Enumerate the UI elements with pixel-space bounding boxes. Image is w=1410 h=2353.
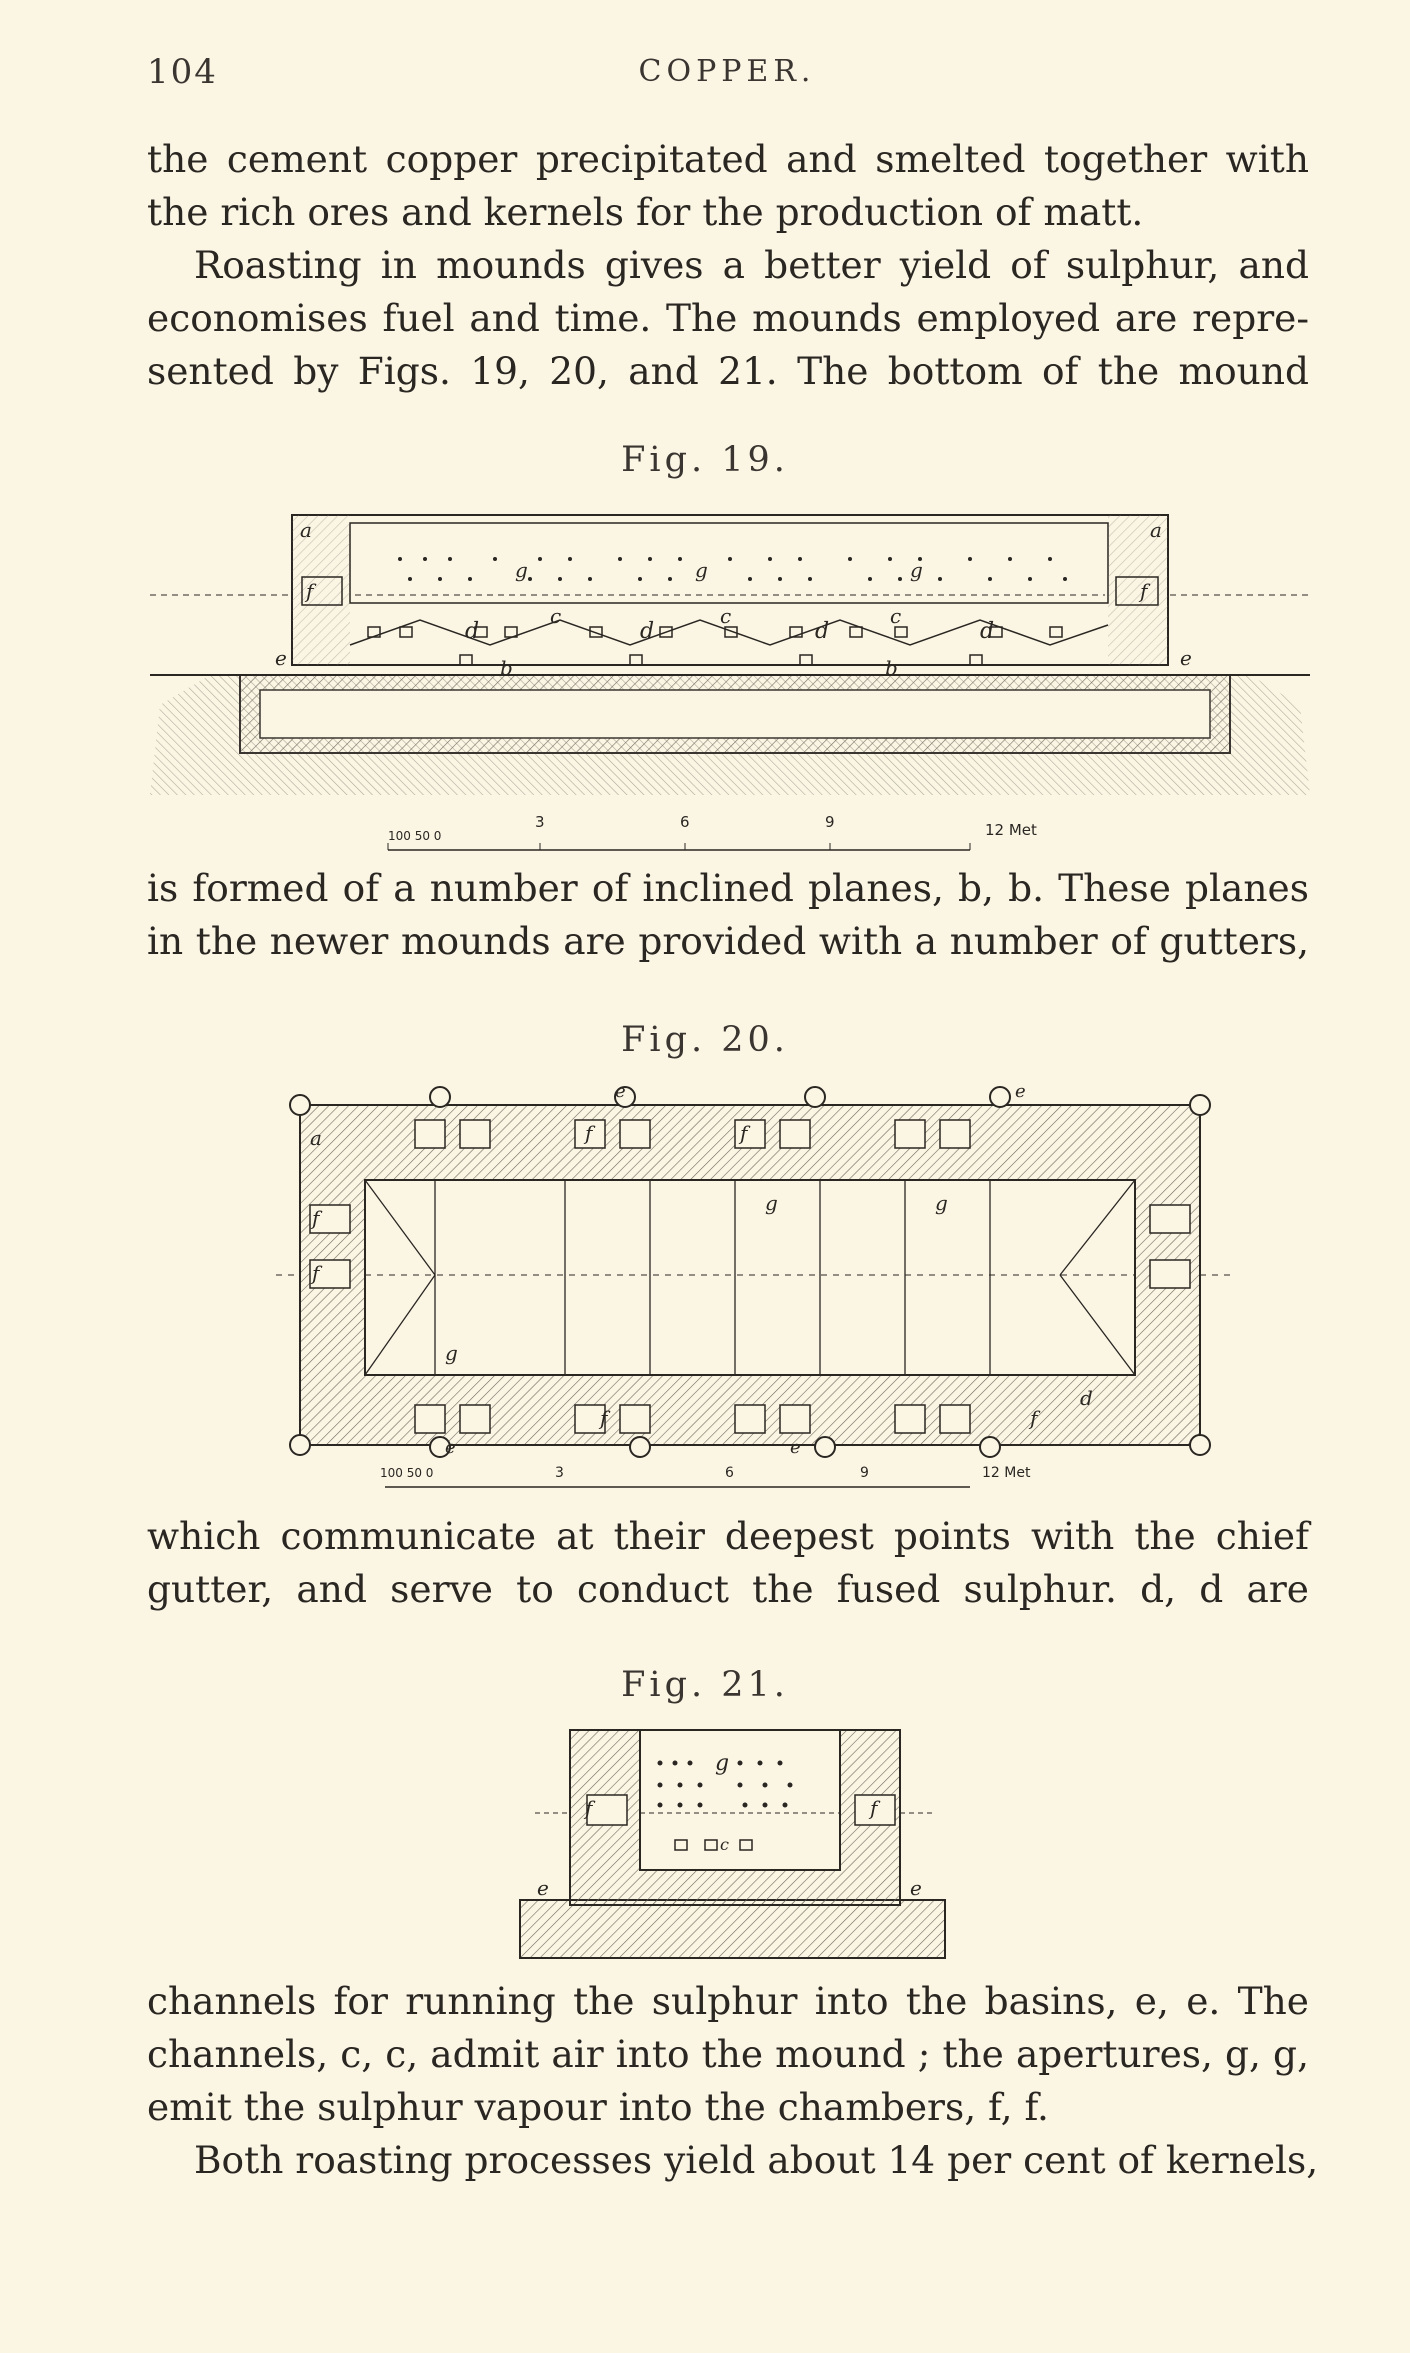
figure-19 bbox=[150, 505, 1310, 865]
label-g-3: g bbox=[910, 558, 923, 582]
label-g-1: g bbox=[765, 1191, 778, 1215]
scale-end: 12 Met bbox=[985, 821, 1037, 839]
label-e-2: e bbox=[1015, 1081, 1026, 1102]
label-d-2: d bbox=[640, 619, 655, 644]
figure-20 bbox=[270, 1075, 1230, 1495]
scale-6: 6 bbox=[725, 1465, 734, 1481]
inner-chamber bbox=[365, 1180, 1135, 1375]
label-d-1: d bbox=[465, 619, 480, 644]
ore-dots bbox=[398, 557, 1067, 581]
figure-21 bbox=[515, 1725, 955, 1965]
text-line: emit the sulphur vapour into the chambers, f, f. bbox=[147, 2085, 1049, 2129]
label-c-2: c bbox=[720, 604, 732, 628]
scale-9: 9 bbox=[825, 813, 835, 831]
text-line: economises fuel and time. The mounds employed are repre- bbox=[147, 296, 1309, 340]
label-g-2: g bbox=[935, 1191, 948, 1215]
label-f-2: f bbox=[312, 1261, 320, 1285]
text-line: gutter, and serve to conduct the fused sulphur. d, d are bbox=[147, 1567, 1309, 1611]
label-g-2: g bbox=[695, 558, 708, 582]
text-line: Both roasting processes yield about 14 per cent of kernels, bbox=[194, 2138, 1319, 2182]
label-c: c bbox=[720, 1835, 729, 1854]
label-a-right: a bbox=[1150, 518, 1162, 542]
label-b-1: b bbox=[500, 656, 513, 680]
label-d-3: d bbox=[815, 619, 830, 644]
scale-9: 9 bbox=[860, 1465, 869, 1481]
label-f-left: f bbox=[306, 579, 314, 603]
label-a-tl: a bbox=[310, 1126, 322, 1150]
text-line: Roasting in mounds gives a better yield of sulphur, and bbox=[194, 243, 1309, 287]
label-f-4: f bbox=[740, 1121, 748, 1145]
label-f-1: f bbox=[312, 1206, 320, 1230]
label-e-left: e bbox=[537, 1876, 549, 1900]
figure-20-caption: Fig. 20. bbox=[621, 1020, 789, 1060]
page-number: 104 bbox=[147, 52, 218, 92]
paragraph-1 bbox=[147, 133, 1309, 239]
scale-3: 3 bbox=[555, 1465, 564, 1481]
scale-bar bbox=[388, 813, 1037, 850]
label-g-1: g bbox=[515, 558, 528, 582]
label-f-right: f bbox=[1140, 579, 1148, 603]
text-line: in the newer mounds are provided with a number of gutters, bbox=[147, 919, 1309, 963]
label-f-3: f bbox=[585, 1121, 593, 1145]
scale-bar bbox=[380, 1465, 1031, 1487]
text-line: sented by Figs. 19, 20, and 21. The bottom of the mound bbox=[147, 349, 1309, 393]
text-line: channels, c, c, admit air into the mound ; the apertures, g, g, bbox=[147, 2032, 1309, 2076]
text-line: the rich ores and kernels for the production of matt. bbox=[147, 190, 1144, 234]
foundation-inner bbox=[260, 690, 1210, 738]
text-line: the cement copper precipitated and smelted together with bbox=[147, 137, 1309, 181]
label-f-6: f bbox=[1030, 1406, 1038, 1430]
label-f-right: f bbox=[870, 1796, 878, 1820]
paragraph-3 bbox=[147, 862, 1309, 968]
label-g: g bbox=[715, 1751, 730, 1776]
scale-6: 6 bbox=[680, 813, 690, 831]
page-header bbox=[147, 52, 1307, 102]
label-d-4: d bbox=[980, 619, 995, 644]
paragraph-4 bbox=[147, 1510, 1309, 1616]
label-d: d bbox=[1080, 1386, 1093, 1410]
mound-chamber bbox=[350, 523, 1108, 603]
text-line: which communicate at their deepest points with the chief bbox=[147, 1514, 1309, 1558]
label-e-3: e bbox=[445, 1437, 456, 1458]
text-line: is formed of a number of inclined planes, b, b. These planes bbox=[147, 866, 1309, 910]
scale-end: 12 Met bbox=[982, 1465, 1031, 1481]
paragraph-5 bbox=[147, 1975, 1319, 2187]
label-b-2: b bbox=[885, 656, 898, 680]
scale-left: 100 50 0 bbox=[388, 829, 442, 843]
label-e-1: e bbox=[615, 1081, 626, 1102]
running-title: COPPER. bbox=[638, 54, 816, 89]
label-g-3: g bbox=[445, 1341, 458, 1365]
label-f-left: f bbox=[585, 1796, 593, 1820]
label-f-5: f bbox=[600, 1406, 608, 1430]
label-e-4: e bbox=[790, 1437, 801, 1458]
label-c-1: c bbox=[550, 604, 562, 628]
label-e-right: e bbox=[910, 1876, 922, 1900]
paragraph-2 bbox=[147, 239, 1309, 398]
label-e-left: e bbox=[275, 646, 287, 670]
label-c-3: c bbox=[890, 604, 902, 628]
text-line: channels for running the sulphur into the basins, e, e. The bbox=[147, 1979, 1309, 2023]
figure-19-caption: Fig. 19. bbox=[621, 440, 789, 480]
mound-outline bbox=[292, 515, 1168, 665]
scale-3: 3 bbox=[535, 813, 545, 831]
label-e-right: e bbox=[1180, 646, 1192, 670]
label-a-left: a bbox=[300, 518, 312, 542]
scale-left: 100 50 0 bbox=[380, 1466, 434, 1480]
figure-21-caption: Fig. 21. bbox=[621, 1665, 789, 1705]
